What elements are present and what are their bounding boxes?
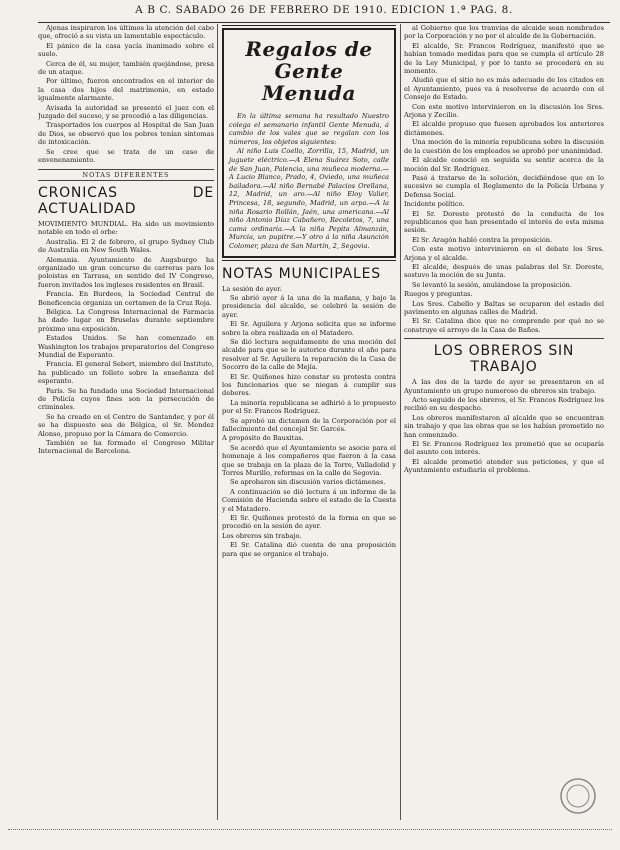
advertisement-text: En la última semana ha resultado Nuestro colega el semanario infantil Gente Menuda, á cambio de los vales que se regalan con los números, los objetos siguientes: xyxy=(229,112,389,146)
paragraph: Trasportados los cuerpos al Hospital de San Juan de Dios, se observó que los pobres tenían síntomas de intoxicación. xyxy=(38,121,214,147)
section-title-notas-municipales: NOTAS MUNICIPALES xyxy=(222,265,381,282)
paragraph: A continuación se dió lectura á un informe de la Comisión de Hacienda sobre el estado de la Cuesta y el Matadero. xyxy=(222,487,396,513)
paragraph: Por último, fueron encontrados en el interior de la casa dos hijos del matrimonio, en estado igualmente alarmante. xyxy=(38,77,214,103)
paragraph: Alemania. Ayuntamiento de Augsburgo ha organizado un gran concurso de carreras para los poloistas en Tarrasa, en sentido del IV Congreso, fueron invitados los ingleses residentes en Brasil. xyxy=(38,255,214,289)
page-header: A B C. SABADO 26 DE FEBRERO DE 1910. EDICION 1.ª PAG. 8. xyxy=(38,4,610,23)
advertisement-box xyxy=(222,28,396,258)
paragraph: También se ha formado el Congreso Militar Internacional de Barcelona. xyxy=(38,439,214,456)
library-stamp-icon xyxy=(558,776,598,816)
advertisement-title: Regalos de Gente Menuda xyxy=(245,37,373,105)
paragraph: Con este motivo intervinieron en el debate los Sres. Arjona y el alcalde. xyxy=(404,245,604,262)
paragraph: Se aprobaron sin discusión varios dictámenes. xyxy=(230,478,386,487)
paragraph: El alcalde propuso que fuesen aprobados los anteriores dictámenes. xyxy=(404,120,604,137)
paragraph: Australia. El 2 de febrero, el grupo Sydney Club de Australia en New South Wales. xyxy=(38,237,214,255)
divider xyxy=(404,338,604,339)
column-middle xyxy=(222,24,396,820)
paragraph: Avisada la autoridad se presentó el juez con el Juzgado del suceso, y se procedió a las diligencias. xyxy=(38,103,214,121)
paragraph: El Sr. Catalina dice que no comprende por qué no se construye el arroyo de la Casa de Baños. xyxy=(404,317,604,334)
paragraph: El Sr. Quiñones hizo constar su protesta contra los funcionarios que se niegan á cumplir sus deberes. xyxy=(222,372,396,398)
paragraph: Se abrió ayer á la una de la mañana, y bajo la presidencia del alcalde, se celebró la sesión de ayer. xyxy=(222,293,396,319)
paragraph: Pasó á tratarse de la solución, decidiéndose que en lo sucesivo se cumpla el Reglamento de la Policía Urbana y Defensa Social. xyxy=(404,173,604,199)
paragraph: Se dió lectura seguidamente de una moción del alcalde para que se le autorice durante el año para resolver al Sr. Aguilera la reparación de la Casa de Socorro de la calle de Mejía. xyxy=(222,337,396,372)
column-left xyxy=(38,24,214,820)
paragraph: Se aprobó un dictamen de la Corporación por el fallecimiento del concejal Sr. Garcés. xyxy=(222,416,396,433)
paragraph: Se acordó que el Ayuntamiento se asocie para el homenaje á los compañeros que fueron á la casa que se trabaja en la plaza de la Torre, Valladolid y Torres Murillo, reformas en la calle de Segovia. xyxy=(222,443,396,478)
column-right xyxy=(404,24,604,820)
paragraph: El alcalde, Sr. Francos Rodríguez, manifestó que se habían tomado medidas para que se cumpla el artículo 28 de la Ley Municipal, y por lo tanto se procederá en su momento. xyxy=(404,41,604,76)
paragraph: El Sr. Doreste protestó de la conducta de los republicanos que han presentado el interés de esta misma sesión. xyxy=(404,209,604,235)
section-title-obreros: LOS OBREROS SIN TRABAJO xyxy=(433,343,575,376)
column-divider xyxy=(400,24,401,820)
section-title-cronicas: CRONICAS DE ACTUALIDAD xyxy=(38,184,214,217)
advertisement-text: Al niño Luis Coello, Zorrilla, 15, Madrid, un juguete eléctrico.—A Elena Suárez Soto, calle de San Juan, Palencia, una muñeca moderna.—A Lucio Blanco, Prado, 4, Oviedo, una muñeca bailadora.—Al niño Bernabé Palacios Orellana, 12, Madrid, un aro.—Al niño Eloy Valier, Princesa, 18, segundo, Madrid, un arpa.—A la niña Rosario Rollán, Jaén, una americana.—Al niño Antonio Díaz Cabañero, Recoletos, 7, una cama ordinaria.—A la niña Pepita Almanzán, Murcia, un pupitre.—Y otro á la niña Asunción Colomer, plaza de San Martín, 2, Segovia. xyxy=(229,147,389,250)
subheading: Incidente político. xyxy=(404,200,465,209)
paragraph: Francia. En Burdeos, la Sociedad Central de Beneficencia organiza un certamen de la Cruz Roja. xyxy=(38,290,214,307)
subheading: Los obreros sin trabajo. xyxy=(222,531,302,540)
page-footer xyxy=(8,829,612,846)
paragraph: Ajenas inspiraron los últimos la atención del cabo que, ofreció a su vista un lamentable espectáculo. xyxy=(38,24,214,41)
subheading: A propósito de Bauxitas. xyxy=(222,434,304,443)
paragraph: A las dos de la tarde de ayer se presentaron en el Ayuntamiento un grupo numeroso de obreros sin trabajo. xyxy=(404,378,604,395)
mini-heading: NOTAS DIFERENTES xyxy=(38,169,214,181)
column-divider xyxy=(217,24,218,820)
paragraph: Se cree que se trata de un caso de envenenamiento. xyxy=(38,147,214,165)
paragraph: Francia. El general Sebert, miembro del Instituto, ha publicado un folleto sobre la enseñanza del esperanto. xyxy=(38,360,214,386)
paragraph: Los Sres. Cabello y Baltas se ocuparon del estado del pavimento en algunas calles de Madrid. xyxy=(404,299,604,316)
paragraph: al Gobierno que los tranvías de alcaide sean nombrados por la Corporación y no por el alcalde de la Gobernación. xyxy=(404,24,604,41)
paragraph: El Sr. Quiñones protestó de la forma en que se procedió en la sesión de ayer. xyxy=(222,514,396,531)
paragraph: El alcalde prometió atender sus peticiones, y que el Ayuntamiento estudiaría el problema. xyxy=(404,457,604,475)
paragraph: El Sr. Catalina dió cuenta de una proposición para que se organice el trabajo. xyxy=(222,541,396,558)
paragraph: Los obreros manifestaron al alcalde que se encuentran sin trabajo y que las obras que se les habían prometido no han comenzado. xyxy=(404,413,604,439)
paragraph: Bélgica. La Congress Internacional de Farmacia ha dado lugar en Bruselas durante septiembre próximo una exposición. xyxy=(38,307,214,333)
paragraph: El Sr. Aguilera y Arjona solicita que se informe sobre la obra realizada en el Matadero. xyxy=(222,320,396,337)
paragraph: Se levantó la sesión, anulándose la proposición. xyxy=(412,280,573,289)
section-lead: MOVIMIENTO MUNDIAL. Ha sido un movimiento notable en todo el orbe: xyxy=(38,219,214,237)
paragraph: Acto seguido de los obreros, el Sr. Francos Rodríguez los recibió en su despacho. xyxy=(404,396,604,413)
paragraph: Se ha creado en el Centro de Santander, y por él se ha dispuesto sea de Bélgica, el Sr. Mendez Alonso, propuso por la Cámara de Comercio. xyxy=(38,412,214,438)
paragraph: El alcalde conoció en seguida su sentir acerca de la moción del Sr. Rodríguez. xyxy=(404,156,604,173)
paragraph: La sesión de ayer. xyxy=(222,284,282,293)
paragraph: El Sr. Francos Rodríguez les prometió que se ocuparía del asunto con interés. xyxy=(404,440,604,457)
paragraph: Con este motivo intervinieron en la discusión los Sres. Arjona y Zecilio. xyxy=(404,102,604,120)
paragraph: El pánico de la casa yacía inanimado sobre el suelo. xyxy=(38,41,214,59)
paragraph: Aludió que el sitio no es más adecuado de los citados en el Ayuntamiento, pues va á resolverse de acuerdo con el Consejo de Estado. xyxy=(404,76,604,102)
subheading: Ruegos y preguntas. xyxy=(404,290,473,299)
paragraph: El alcalde, después de unas palabras del Sr. Doreste, sostuvo la moción de su Junta. xyxy=(404,262,604,280)
paragraph: La minoría republicana se adhirió á lo propuesto por el Sr. Francos Rodríguez. xyxy=(222,398,396,416)
paragraph: París. Se ha fundado una Sociedad Internacional de Policía cuyos fines son la persecución de criminales. xyxy=(38,386,214,412)
paragraph: Cerca de él, su mujer, también quejándose, presa de un ataque. xyxy=(38,59,214,77)
paragraph: El Sr. Aragón habló contra la proposición. xyxy=(412,235,553,244)
paragraph: Estados Unidos. Se han comenzado en Washington los trabajos preparatorios del Congreso Mundial de Esperanto. xyxy=(38,334,214,359)
paragraph: Una moción de la minoría republicana sobre la discusión de la cuestión de los empleados se aprobó por unanimidad. xyxy=(404,138,604,155)
